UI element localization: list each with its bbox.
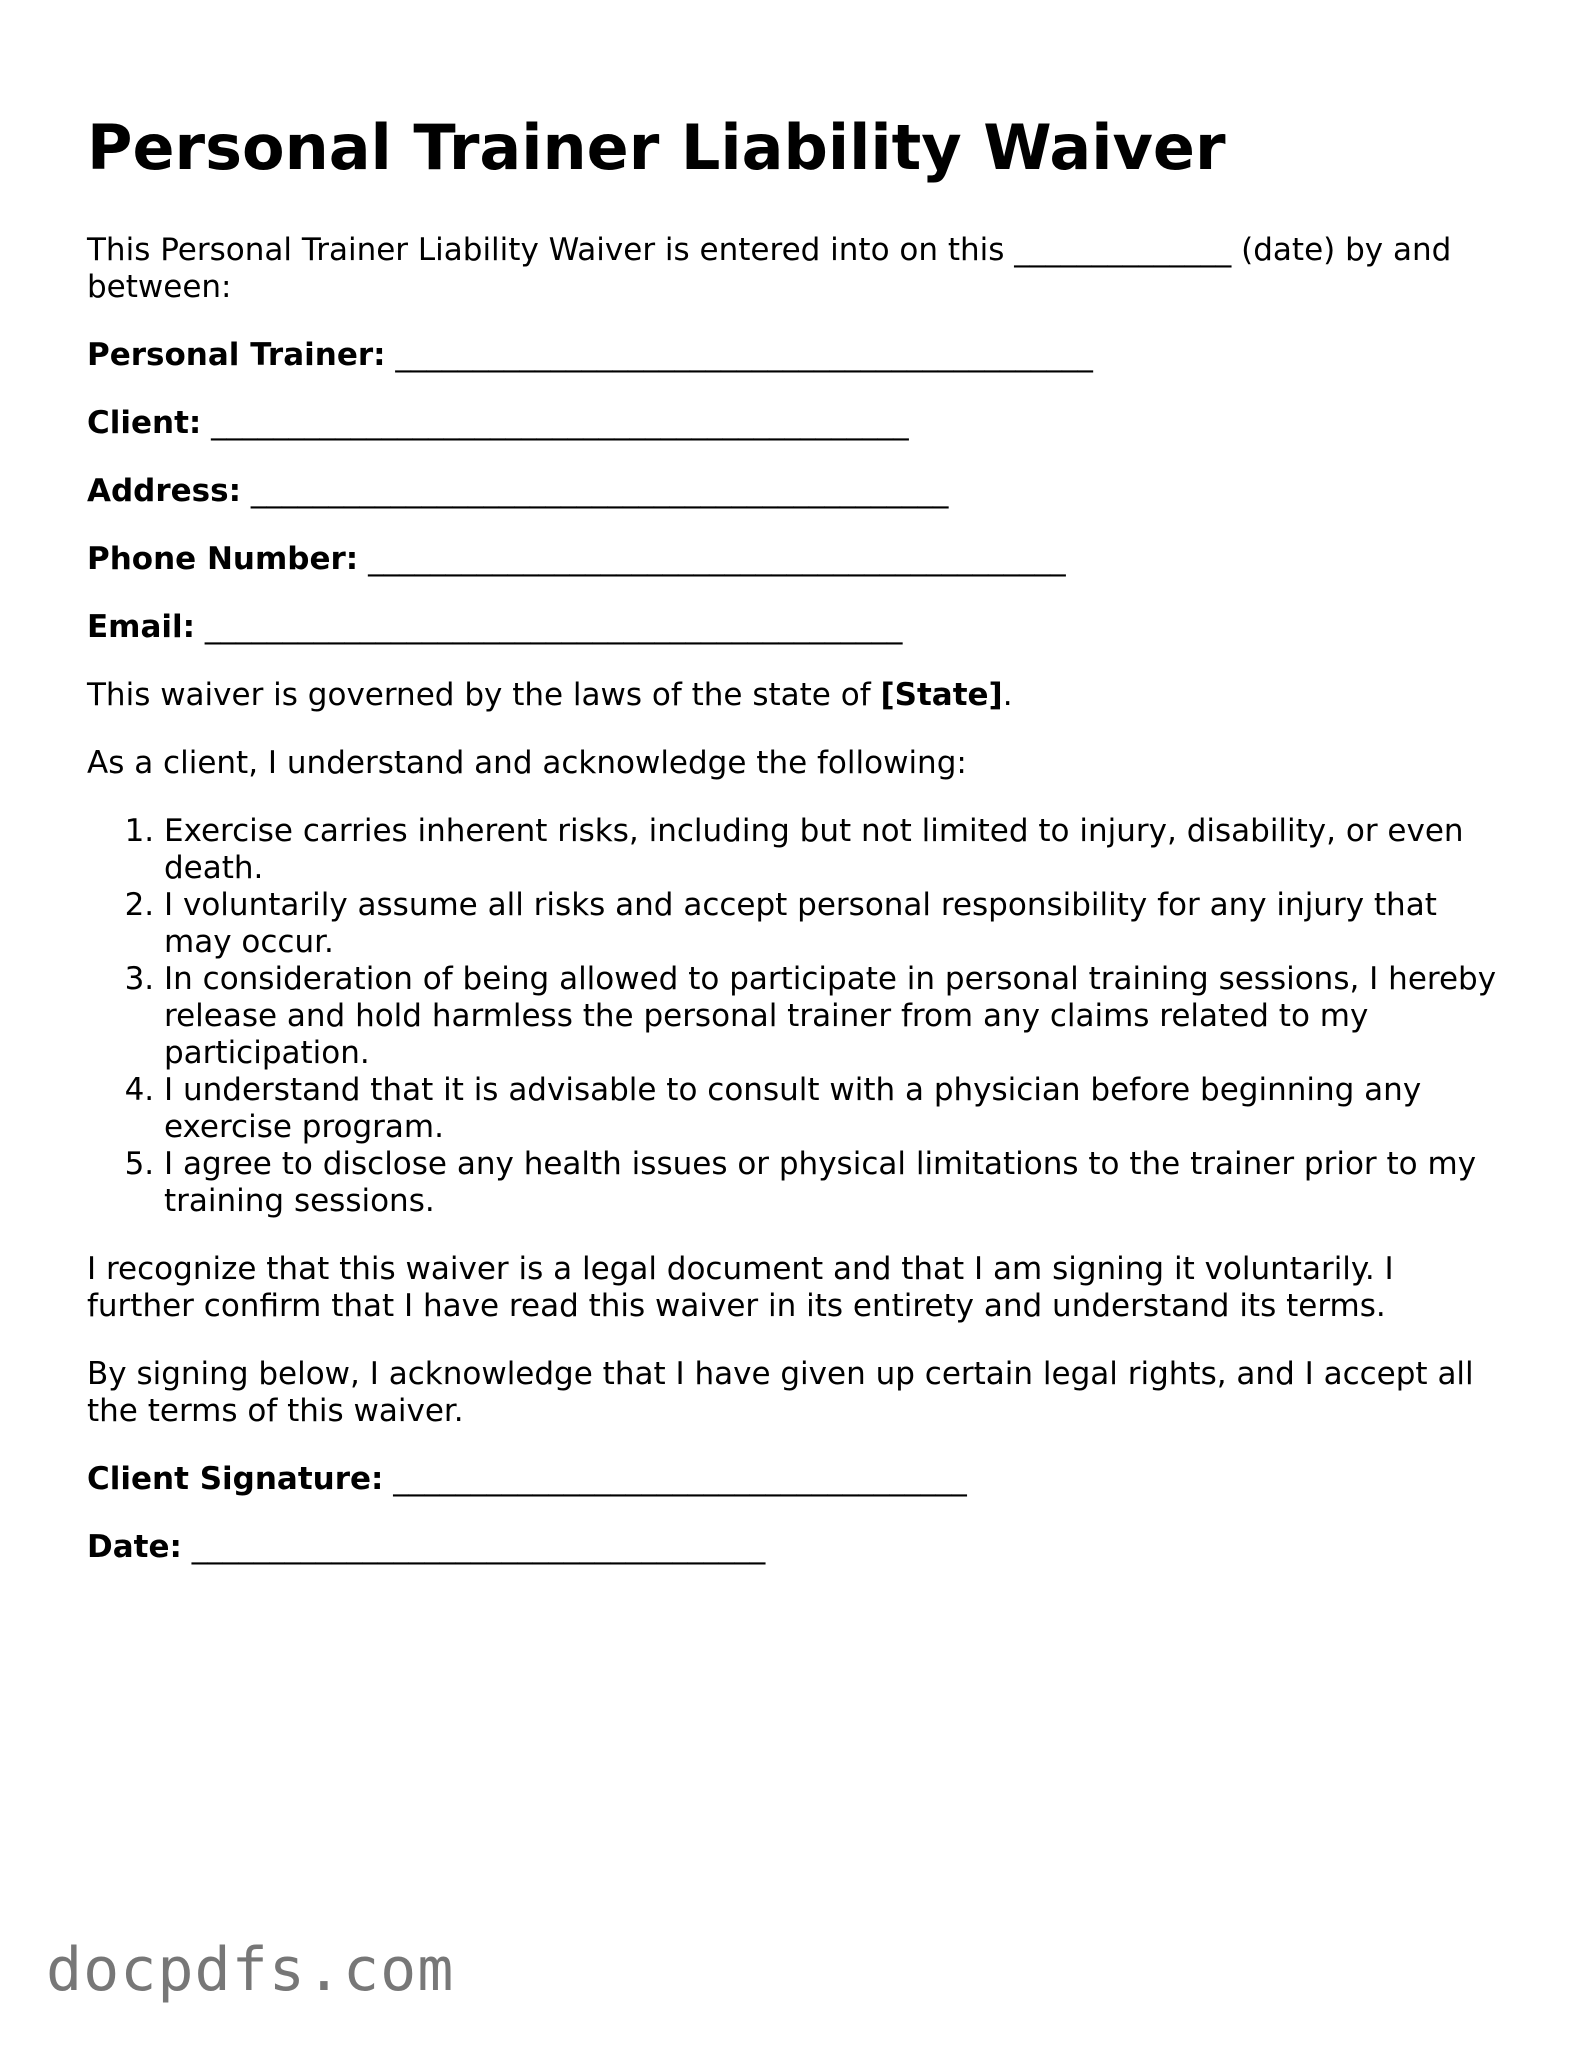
acknowledgement-list <box>87 813 1497 1220</box>
recognize-paragraph: I recognize that this waiver is a legal document and that I am signing it voluntarily. I further confirm that I have read this waiver in its entirety and understand its terms. <box>87 1251 1394 1324</box>
acknowledge-intro: As a client, I understand and acknowledge the following: <box>87 745 967 781</box>
field-date <box>87 1529 1497 1566</box>
signing-paragraph: By signing below, I acknowledge that I have given up certain legal rights, and I accept all the terms of this waiver. <box>87 1356 1474 1429</box>
watermark-logo: docpdfs.com <box>46 1935 455 2005</box>
field-label: Phone Number: <box>87 541 359 577</box>
field-client <box>87 405 1497 442</box>
field-phone-number <box>87 541 1497 578</box>
personal-trainer-blank[interactable]: _____________________________________________ <box>395 337 1093 373</box>
field-label: Date: <box>87 1529 182 1565</box>
list-item: 2. I voluntarily assume all risks and accept personal responsibility for any injury that may occur. <box>164 887 1497 961</box>
intro-paragraph: This Personal Trainer Liability Waiver is entered into on this ______________ (date) by and between: <box>87 232 1452 305</box>
field-label: Personal Trainer: <box>87 337 386 373</box>
field-client-signature <box>87 1461 1497 1498</box>
list-item: 1. Exercise carries inherent risks, including but not limited to injury, disability, or even death. <box>164 813 1497 887</box>
document-title: Personal Trainer Liability Waiver <box>87 111 1226 184</box>
governing-law-suffix: . <box>1002 677 1013 713</box>
list-item: 4. I understand that it is advisable to consult with a physician before beginning any exercise program. <box>164 1072 1497 1146</box>
field-label: Client Signature: <box>87 1461 384 1497</box>
waiver-document <box>87 110 1497 1597</box>
email-blank[interactable]: _____________________________________________ <box>204 609 903 645</box>
address-blank[interactable]: _____________________________________________ <box>250 473 949 509</box>
field-email <box>87 609 1497 646</box>
governing-law-prefix: This waiver is governed by the laws of the state of <box>87 677 881 713</box>
phone-number-blank[interactable]: _____________________________________________ <box>368 541 1066 577</box>
list-item: 5. I agree to disclose any health issues or physical limitations to the trainer prior to my training sessions. <box>164 1146 1497 1220</box>
governing-law-paragraph <box>87 677 1497 714</box>
field-label: Email: <box>87 609 196 645</box>
field-address <box>87 473 1497 510</box>
client-signature-blank[interactable]: _____________________________________ <box>393 1461 967 1497</box>
date-blank[interactable]: _____________________________________ <box>191 1529 766 1565</box>
client-blank[interactable]: _____________________________________________ <box>211 405 909 441</box>
state-placeholder: [State] <box>880 677 1003 713</box>
list-item: 3. In consideration of being allowed to participate in personal training sessions, I hereby release and hold harmless the personal trainer from any claims related to my participation. <box>164 961 1497 1072</box>
field-label: Client: <box>87 405 202 441</box>
field-label: Address: <box>87 473 241 509</box>
field-personal-trainer <box>87 337 1497 374</box>
